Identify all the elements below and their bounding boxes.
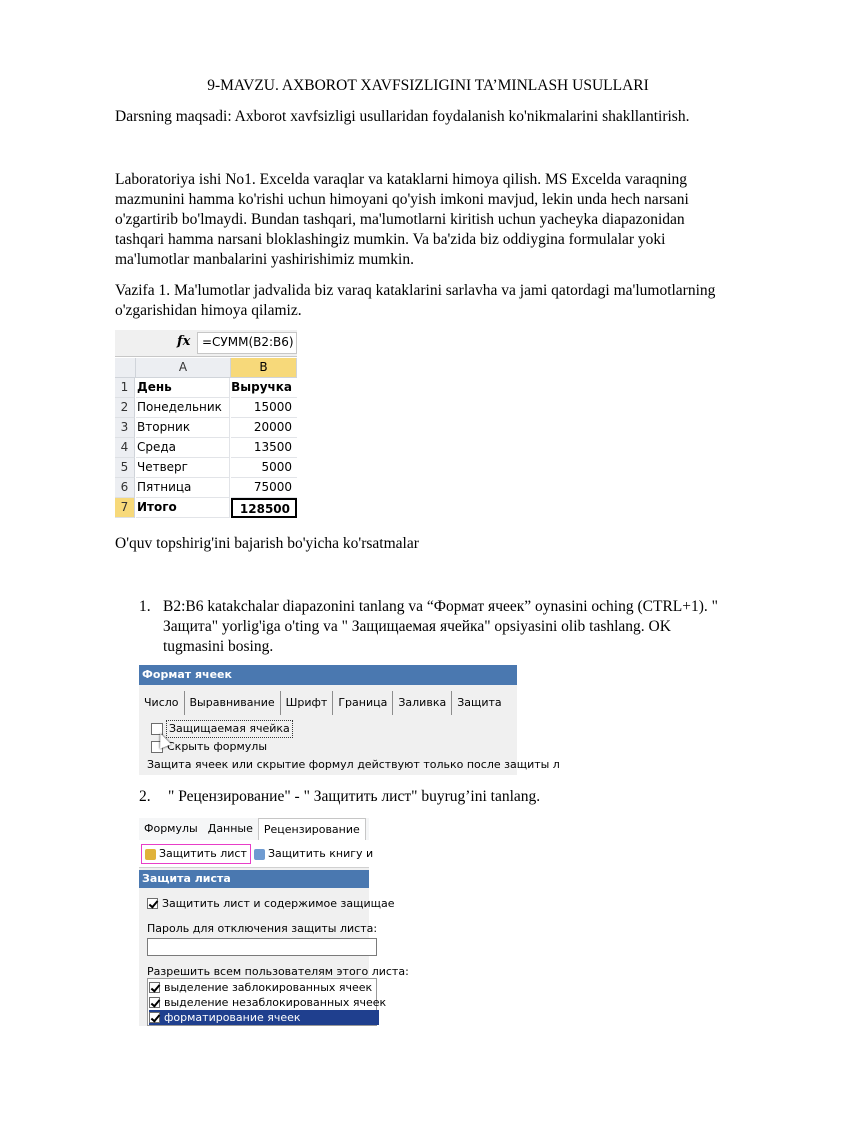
column-header-b[interactable]: B <box>231 358 297 378</box>
tab-font[interactable]: Шрифт <box>281 691 334 715</box>
step-line: B2:B6 katakchalar diapazonini tanlang va “Формат ячеек” oynasini oching (CTRL+1). " <box>163 598 718 615</box>
fx-icon: fx <box>177 334 191 349</box>
row-header[interactable]: 3 <box>115 418 135 438</box>
dialog-title: Формат ячеек <box>139 665 517 685</box>
tab-number[interactable]: Число <box>139 691 185 715</box>
paragraph-line: mazmunini hamma ko'rishi uchun himoyani qo'yish imkoni mavjud, lekin unda hech narsani <box>115 191 689 208</box>
cell-a3[interactable]: Вторник <box>136 418 230 438</box>
row-header[interactable]: 4 <box>115 438 135 458</box>
tab-formulas[interactable]: Формулы <box>144 822 198 835</box>
list-item[interactable] <box>149 980 372 995</box>
page-title: 9-MAVZU. AXBOROT XAVFSIZLIGINI TA’MINLASH USULLARI <box>207 77 649 94</box>
protect-sheet-button[interactable] <box>141 844 251 864</box>
ribbon-tabs <box>139 818 369 840</box>
review-ribbon <box>139 840 374 868</box>
workbook-lock-icon <box>254 849 265 860</box>
option-label: форматирование ячеек <box>164 1011 301 1024</box>
paragraph-line: Laboratoriya ishi No1. Excelda varaqlar va kataklarni himoya qilish. MS Excelda varaqning <box>115 171 688 188</box>
lesson-goal: Darsning maqsadi: Axborot xavfsizligi usullaridan foydalanish ko'nikmalarini shakllantirish. <box>115 108 690 125</box>
cell-b5[interactable]: 5000 <box>231 458 297 478</box>
lock-icon <box>145 849 156 860</box>
paragraph-line: tashqari hamma narsani bloklashingiz mumkin. Va ba'zida biz oddiygina formulalar yoki <box>115 231 666 248</box>
cell-b1[interactable]: Выручка <box>231 378 297 398</box>
formula-input[interactable]: =СУММ(B2:B6) <box>197 332 297 354</box>
step-line: Защита" yorlig'iga o'ting va " Защищаемая ячейка" opsiyasini olib tashlang. OK <box>163 618 671 635</box>
protect-sheet-label: Защитить лист <box>159 847 247 860</box>
protect-workbook-label: Защитить книгу и <box>268 847 374 860</box>
paragraph-line: o'zgarishidan himoya qilamiz. <box>115 302 302 319</box>
tab-border[interactable]: Граница <box>333 691 393 715</box>
protect-contents-checkbox[interactable] <box>147 898 158 909</box>
step-line: tugmasini bosing. <box>163 638 274 655</box>
paragraph-line: ma'lumotlar manbalarini yashirishimiz mumkin. <box>115 251 414 268</box>
permissions-list[interactable] <box>147 978 387 1026</box>
cell-b6[interactable]: 75000 <box>231 478 297 498</box>
excel-sheet-screenshot <box>115 330 297 522</box>
cell-a4[interactable]: Среда <box>136 438 230 458</box>
row-header[interactable]: 6 <box>115 478 135 498</box>
dialog-title: Защита листа <box>139 870 369 888</box>
row-header[interactable]: 5 <box>115 458 135 478</box>
protect-sheet-screenshot <box>139 818 409 1026</box>
option-checkbox[interactable] <box>149 997 160 1008</box>
protected-cell-label: Защищаемая ячейка <box>169 722 290 735</box>
tab-alignment[interactable]: Выравнивание <box>185 691 281 715</box>
password-input[interactable] <box>147 938 377 956</box>
protected-cell-option[interactable] <box>151 721 292 737</box>
corner-cell[interactable] <box>115 358 136 378</box>
cell-a5[interactable]: Четверг <box>136 458 230 478</box>
cell-b4[interactable]: 13500 <box>231 438 297 458</box>
cell-a1[interactable]: День <box>136 378 230 398</box>
row-header[interactable]: 1 <box>115 378 135 398</box>
protect-contents-option[interactable] <box>147 896 394 911</box>
step-number: 1. <box>139 598 151 615</box>
list-item-selected[interactable] <box>149 1010 379 1025</box>
cell-b2[interactable]: 15000 <box>231 398 297 418</box>
step-number: 2. <box>139 788 151 805</box>
cell-a7[interactable]: Итого <box>136 498 230 518</box>
list-item[interactable] <box>149 995 386 1010</box>
row-header[interactable]: 7 <box>115 498 135 518</box>
formula-bar <box>115 330 297 357</box>
tab-data[interactable]: Данные <box>207 822 253 835</box>
protection-note: Защита ячеек или скрытие формул действуют только после защиты л <box>147 758 560 771</box>
cell-b7-total[interactable]: 128500 <box>231 498 297 518</box>
option-label: выделение заблокированных ячеек <box>164 981 373 994</box>
option-label: выделение незаблокированных ячеек <box>164 996 387 1009</box>
option-checkbox[interactable] <box>149 982 160 993</box>
protect-workbook-button[interactable] <box>251 844 376 864</box>
tab-fill[interactable]: Заливка <box>393 691 452 715</box>
protect-contents-label: Защитить лист и содержимое защищае <box>162 897 395 910</box>
option-checkbox[interactable] <box>149 1012 160 1023</box>
tab-review[interactable]: Рецензирование <box>258 818 366 840</box>
cell-b3[interactable]: 20000 <box>231 418 297 438</box>
dialog-tabs <box>139 691 517 715</box>
cell-a2[interactable]: Понедельник <box>136 398 230 418</box>
format-cells-dialog <box>139 665 560 775</box>
allow-users-label: Разрешить всем пользователям этого листа: <box>147 965 409 978</box>
tab-protection[interactable]: Защита <box>457 696 502 709</box>
row-header[interactable]: 2 <box>115 398 135 418</box>
step-line: " Рецензирование" - " Защитить лист" buyrug’ini tanlang. <box>168 788 541 805</box>
cell-a6[interactable]: Пятница <box>136 478 230 498</box>
hide-formulas-label: Скрыть формулы <box>167 740 268 753</box>
paragraph-line: Vazifa 1. Ma'lumotlar jadvalida biz varaq kataklarini sarlavha va jami qatordagi ma'lumotlarning <box>115 282 716 299</box>
paragraph-line: o'zgartirib bo'lmaydi. Bundan tashqari, ma'lumotlarni kiritish uchun yacheyka diapazonidan <box>115 211 685 228</box>
password-label: Пароль для отключения защиты листа: <box>147 922 378 935</box>
column-header-a[interactable]: A <box>136 358 231 378</box>
instructions-heading: O'quv topshirig'ini bajarish bo'yicha ko'rsatmalar <box>115 535 419 552</box>
